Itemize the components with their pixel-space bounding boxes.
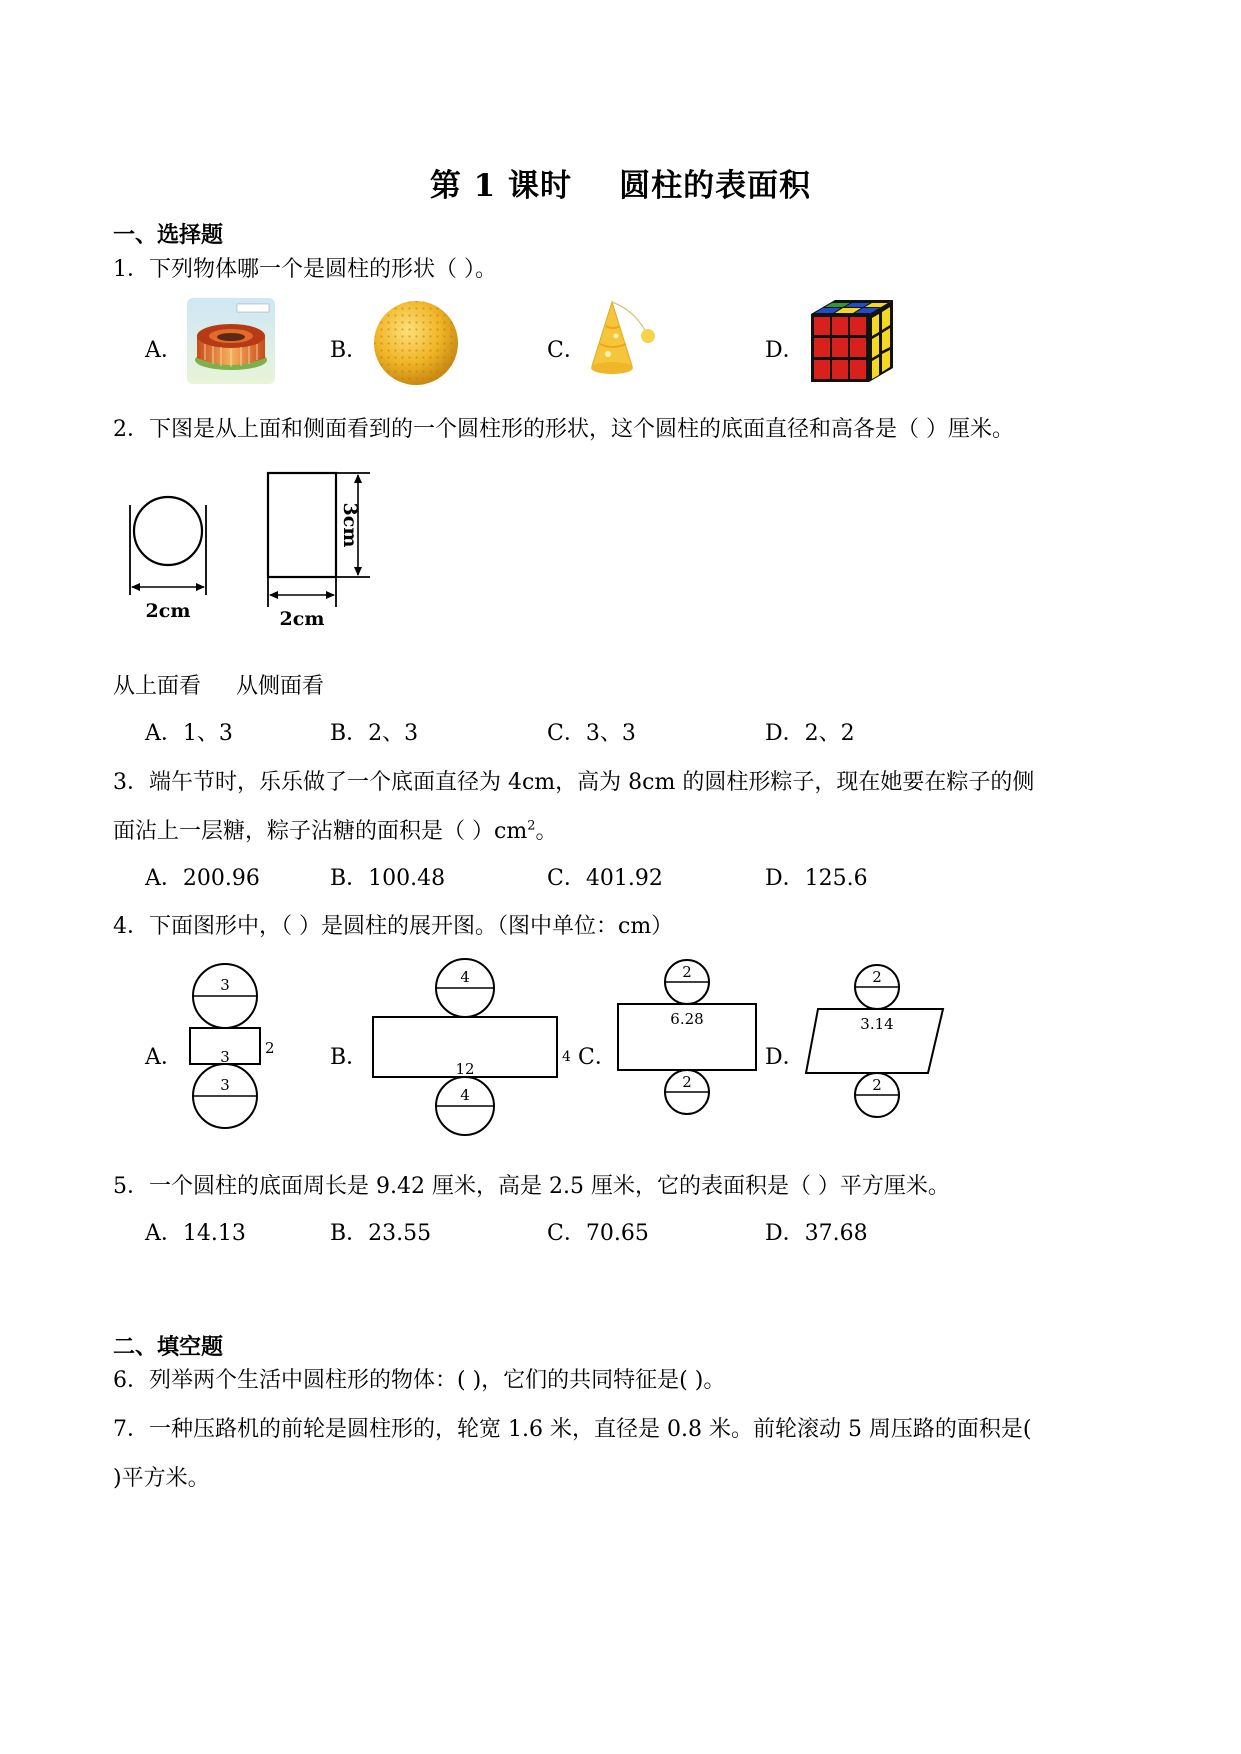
party-hat-image xyxy=(586,296,676,386)
net-b-figure[interactable] xyxy=(370,955,580,1140)
spiky-ball-image xyxy=(371,298,461,388)
page-title: 第 1 课时 圆柱的表面积 xyxy=(429,168,812,204)
q1-option-a-label[interactable]: A． xyxy=(145,338,183,363)
question-6-stem: 6．列举两个生活中圆柱形的物体：( )，它们的共同特征是( )。 xyxy=(113,1368,726,1393)
q1-option-d-label[interactable]: D． xyxy=(765,338,805,363)
q4-option-b-label[interactable]: B． xyxy=(330,1045,369,1070)
q2-option-a[interactable]: A．1、3 xyxy=(145,721,233,746)
net-b-rect-length: 12 xyxy=(455,1060,475,1078)
question-2-stem: 2．下图是从上面和侧面看到的一个圆柱形的形状，这个圆柱的底面直径和高各是（ ）厘米。 xyxy=(113,417,1014,442)
question-3-line-2 xyxy=(113,814,557,845)
q1-option-c-label[interactable]: C． xyxy=(547,338,586,363)
question-7-line-1: 7．一种压路机的前轮是圆柱形的，轮宽 1.6 米，直径是 0.8 米。前轮滚动 5 周压路的面积是( xyxy=(113,1417,1032,1442)
net-a-bottom-diameter: 3 xyxy=(220,1076,230,1094)
q2-view-caption: 从上面看 从侧面看 xyxy=(113,674,324,699)
net-d-bottom-diameter: 2 xyxy=(872,1076,882,1094)
q2-option-b[interactable]: B．2、3 xyxy=(330,721,419,746)
q5-option-b[interactable]: B．23.55 xyxy=(330,1221,432,1246)
net-d-parallelogram-length: 3.14 xyxy=(860,1015,894,1033)
net-a-rect-width: 3 xyxy=(220,1048,230,1066)
q4-option-d-label[interactable]: D． xyxy=(765,1045,805,1070)
q5-option-d[interactable]: D．37.68 xyxy=(765,1221,868,1246)
net-c-top-diameter: 2 xyxy=(682,963,692,981)
net-b-rect-height: 4 xyxy=(562,1049,571,1065)
q3-option-c[interactable]: C．401.92 xyxy=(547,866,663,891)
question-5-stem: 5．一个圆柱的底面周长是 9.42 厘米，高是 2.5 厘米，它的表面积是（ ）平方厘米。 xyxy=(113,1174,950,1199)
q1-option-b-label[interactable]: B． xyxy=(330,338,369,363)
net-b-top-diameter: 4 xyxy=(460,968,470,986)
net-b-bottom-diameter: 4 xyxy=(460,1086,470,1104)
q5-option-c[interactable]: C．70.65 xyxy=(547,1221,649,1246)
question-3-line-1: 3．端午节时，乐乐做了一个底面直径为 4cm，高为 8cm 的圆柱形粽子，现在她要在粽子的侧 xyxy=(113,770,1035,795)
net-d-top-diameter: 2 xyxy=(872,968,882,986)
q2-option-d[interactable]: D．2、2 xyxy=(765,721,855,746)
section-heading-fill-blank: 二、填空题 xyxy=(113,1334,224,1360)
q5-option-a[interactable]: A．14.13 xyxy=(145,1221,246,1246)
net-c-bottom-diameter: 2 xyxy=(682,1073,692,1091)
side-view-height-label: 3cm xyxy=(339,502,361,548)
q2-option-c[interactable]: C．3、3 xyxy=(547,721,636,746)
q3-option-a[interactable]: A．200.96 xyxy=(145,866,260,891)
cylinder-views-figure xyxy=(118,465,378,630)
section-heading-choice: 一、选择题 xyxy=(113,222,224,248)
question-1-stem: 1．下列物体哪一个是圆柱的形状（ ）。 xyxy=(113,257,497,282)
side-view-width-label: 2cm xyxy=(279,608,325,630)
q4-option-c-label[interactable]: C． xyxy=(578,1045,617,1070)
question-3-line-2-text: 面沾上一层糖，粽子沾糖的面积是（ ）cm xyxy=(113,819,528,844)
net-a-figure[interactable] xyxy=(185,962,280,1137)
stadium-image xyxy=(187,298,275,384)
question-3-line-2-end: 。 xyxy=(535,819,558,844)
question-7-line-2: )平方米。 xyxy=(113,1466,210,1491)
net-d-figure[interactable] xyxy=(803,963,953,1133)
top-view-diameter-label: 2cm xyxy=(145,600,191,622)
q4-option-a-label[interactable]: A． xyxy=(145,1045,183,1070)
rubiks-cube-image xyxy=(805,296,897,386)
q3-option-b[interactable]: B．100.48 xyxy=(330,866,446,891)
question-4-stem: 4．下面图形中，（ ）是圆柱的展开图。（图中单位：cm） xyxy=(113,914,674,939)
net-c-rect-length: 6.28 xyxy=(670,1010,704,1028)
unit-superscript: 2 xyxy=(527,818,536,834)
net-a-rect-height: 2 xyxy=(265,1039,275,1057)
net-c-figure[interactable] xyxy=(615,958,765,1133)
net-a-top-diameter: 3 xyxy=(220,976,230,994)
q3-option-d[interactable]: D．125.6 xyxy=(765,866,868,891)
